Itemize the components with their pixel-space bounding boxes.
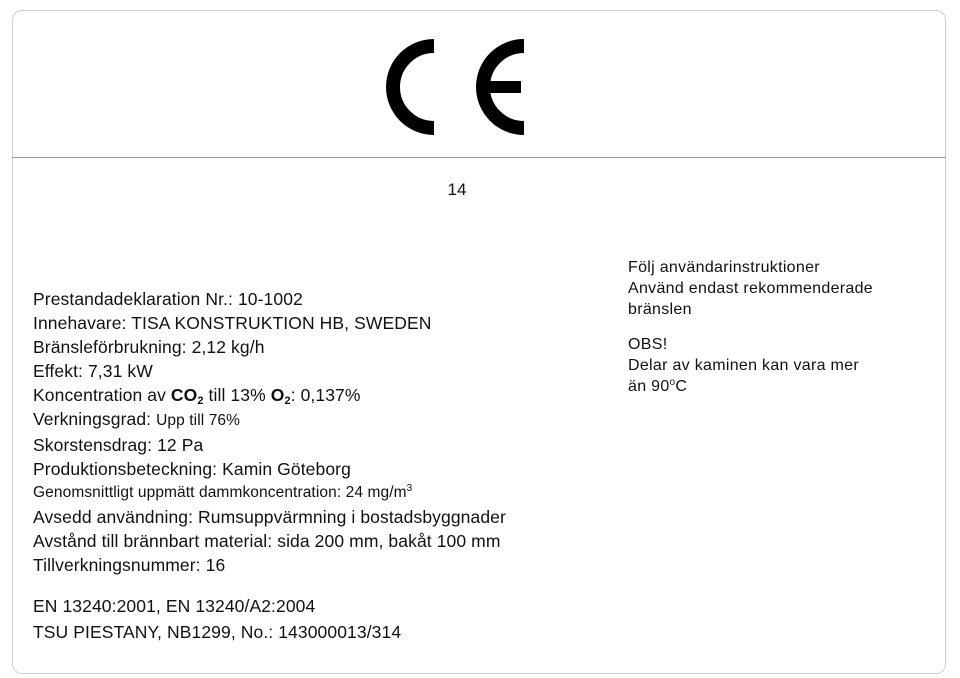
efficiency-value: Upp till 76% (156, 412, 241, 429)
distance-value: sida 200 mm, bakåt 100 mm (277, 531, 501, 551)
standards-line: EN 13240:2001, EN 13240/A2:2004 (33, 596, 316, 616)
warning-line-2 (628, 376, 938, 397)
fuel-consumption-value: 2,12 kg/h (191, 337, 265, 357)
instructions-line-1: Följ användarinstruktioner (628, 259, 820, 276)
intended-use-label: Avsedd användning: (33, 507, 194, 527)
degree-sign: o (669, 377, 676, 388)
chimney-draft-row (33, 433, 623, 457)
standards-block (33, 593, 401, 645)
intended-use-row (33, 505, 623, 529)
fuel-consumption-row (33, 335, 623, 359)
instructions-line-3: bränslen (628, 301, 692, 318)
notified-body-line: TSU PIESTANY, NB1299, No.: 143000013/314 (33, 622, 402, 642)
spacer (628, 320, 938, 334)
serial-row (33, 553, 623, 577)
product-designation-label: Produktionsbeteckning: (33, 459, 218, 479)
co2-subscript: 2 (197, 395, 204, 407)
holder-label: Innehavare: (33, 313, 127, 333)
power-value: 7,31 kW (87, 361, 153, 381)
product-designation-row (33, 457, 623, 481)
page-number: 14 (447, 180, 467, 199)
declaration-label: Prestandadeklaration Nr.: (33, 289, 233, 309)
distance-row (33, 529, 623, 553)
distance-label: Avstånd till brännbart material: (33, 531, 273, 551)
intended-use-value: Rumsuppvärmning i bostadsbyggnader (198, 507, 506, 527)
chimney-draft-label: Skorstensdrag: (33, 435, 153, 455)
product-designation-value: Kamin Göteborg (222, 459, 351, 479)
warning-line-1: Delar av kaminen kan vara mer (628, 357, 860, 374)
warning-title: OBS! (628, 336, 668, 353)
concentration-row (33, 383, 623, 407)
dust-superscript: 3 (406, 483, 413, 494)
instructions-block (628, 257, 938, 397)
co2-symbol: CO (170, 385, 198, 405)
dust-row (33, 481, 623, 505)
divider-line (12, 157, 946, 158)
fuel-consumption-label: Bränsleförbrukning: (33, 337, 187, 357)
serial-label: Tillverkningsnummer: (33, 555, 201, 575)
warning-temp-prefix: än 90 (628, 378, 670, 395)
o2-value: : 0,137% (290, 385, 361, 405)
instructions-line-2: Använd endast rekommenderade (628, 280, 873, 297)
power-row (33, 359, 623, 383)
holder-value: TISA KONSTRUKTION HB, SWEDEN (131, 313, 432, 333)
power-label: Effekt: (33, 361, 83, 381)
dust-value: 24 mg/m (345, 484, 407, 501)
declaration-row (33, 287, 623, 311)
o2-subscript: 2 (284, 395, 291, 407)
co2-value: till 13% (208, 385, 266, 405)
chimney-draft-value: 12 Pa (157, 435, 204, 455)
declaration-value: 10-1002 (237, 289, 303, 309)
efficiency-row (33, 407, 623, 433)
holder-row (33, 311, 623, 335)
efficiency-label: Verkningsgrad: (33, 409, 152, 429)
dust-label: Genomsnittligt uppmätt dammkoncentration: (33, 484, 342, 501)
ce-mark-logo (372, 32, 536, 142)
specifications-block (33, 287, 623, 577)
warning-temp-unit: C (675, 378, 688, 395)
concentration-label: Koncentration av (33, 385, 166, 405)
o2-symbol: O (270, 385, 285, 405)
serial-value: 16 (205, 555, 226, 575)
